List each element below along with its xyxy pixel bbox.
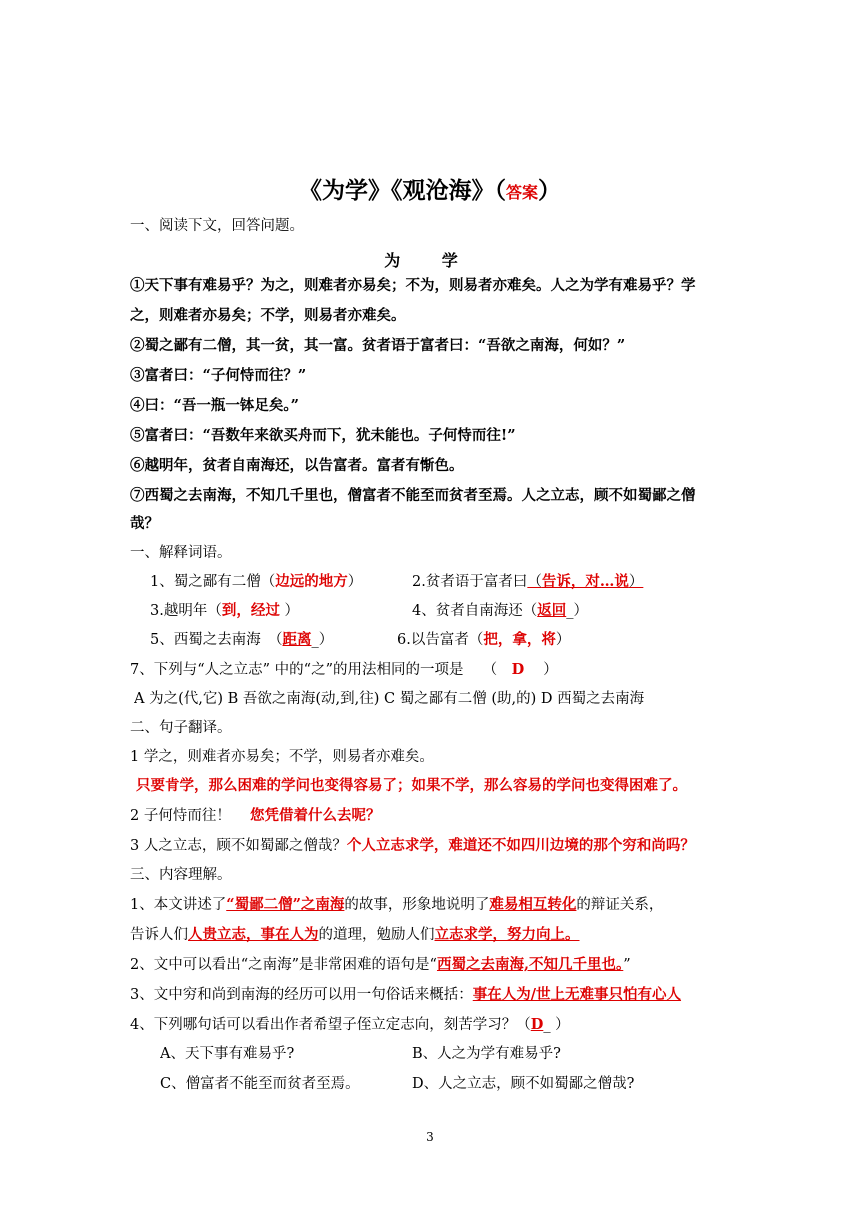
vocab-item: 3.越明年（到，经过 ） (150, 602, 299, 619)
page-number: 3 (426, 1130, 434, 1144)
content-q3: 3、文中穷和尚到南海的经历可以用一句俗话来概括：事在人为/世上无难事只怕有心人 (130, 986, 682, 1003)
passage-title: 为 学 (384, 251, 476, 270)
passage-line: ②蜀之鄙有二僧，其一贫，其一富。贫者语于富者曰：“吾欲之南海，何如？” (130, 337, 626, 354)
vocab-item: 6.以告富者（把，拿，将） (397, 631, 571, 648)
passage-line: ⑤富者曰：“吾数年来欲买舟而下，犹未能也。子何恃而往!” (130, 427, 516, 444)
page-title: 《为学》《观沧海》（答案） (298, 177, 561, 204)
vocab-heading: 一、解释词语。 (130, 545, 232, 561)
passage-line: ④曰：“吾一瓶一钵足矣。” (130, 397, 299, 414)
content-q1-line2: 告诉人们人贵立志，事在人为的道理，勉励人们立志求学，努力向上。 (130, 926, 580, 943)
vocab-item: 2.贫者语于富者曰（告诉，对…说） (412, 573, 644, 590)
translate-item: 3 人之立志，顾不如蜀鄙之僧哉？个人立志求学，难道还不如四川边境的那个穷和尚吗？ (130, 837, 695, 854)
passage-line: ①天下事有难易乎？为之，则难者亦易矣；不为，则易者亦难矣。人之为学有难易乎？学 (130, 277, 696, 294)
passage-line: 之，则难者亦易矣；不学，则易者亦难矣。 (130, 307, 406, 324)
answer-tag: 答案 (505, 183, 538, 202)
title-text: 《为学》《观沧海》 (298, 177, 495, 204)
passage-line: ⑦西蜀之去南海，不知几千里也，僧富者不能至而贫者至焉。人之立志，顾不如蜀鄙之僧 (130, 487, 696, 504)
question-7: 7、下列与“人之立志” 中的“之”的用法相同的一项是 （ D ） (130, 661, 558, 678)
content-q4: 4、下列哪句话可以看出作者希望子侄立定志向，刻苦学习？（D_ ） (130, 1016, 570, 1033)
passage-line: 哉？ (130, 515, 159, 532)
option-a: A、天下事有难易乎? (160, 1046, 295, 1062)
passage-line: ③富者曰：“子何恃而往？” (130, 367, 307, 384)
vocab-item: 4、贫者自南海还（返回_） (412, 602, 588, 619)
question-7-options: A 为之(代,它) B 吾欲之南海(动,到,往) C 蜀之鄙有二僧 (助,的) D 西蜀之去南海 (134, 691, 645, 707)
vocab-item: 5、西蜀之去南海 （距离_） (150, 631, 334, 648)
option-b: B、人之为学有难易乎? (412, 1046, 561, 1062)
translate-item: 2 子何恃而往！ 您凭借着什么去呢？ (130, 807, 381, 824)
option-c: C、僧富者不能至而贫者至焉。 (160, 1076, 360, 1092)
option-d: D、人之立志，顾不如蜀鄙之僧哉? (412, 1076, 635, 1092)
translate-answer: 只要肯学，那么困难的学问也变得容易了；如果不学，那么容易的学问也变得困难了。 (136, 777, 687, 794)
vocab-item: 1、蜀之鄙有二僧（边远的地方） (150, 573, 363, 590)
section-one-heading: 一、阅读下文，回答问题。 (130, 218, 304, 234)
translate-question: 1 学之，则难者亦易矣；不学，则易者亦难矣。 (130, 749, 434, 765)
passage-line: ⑥越明年，贫者自南海还，以告富者。富者有惭色。 (130, 457, 464, 474)
content-heading: 三、内容理解。 (130, 867, 232, 883)
content-q2: 2、文中可以看出“之南海”是非常困难的语句是“西蜀之去南海,不知几千里也。” (130, 956, 631, 973)
content-q1-line1: 1、本文讲述了“蜀鄙二僧”之南海的故事，形象地说明了难易相互转化的辩证关系， (130, 896, 664, 913)
translate-heading: 二、句子翻译。 (130, 720, 232, 736)
